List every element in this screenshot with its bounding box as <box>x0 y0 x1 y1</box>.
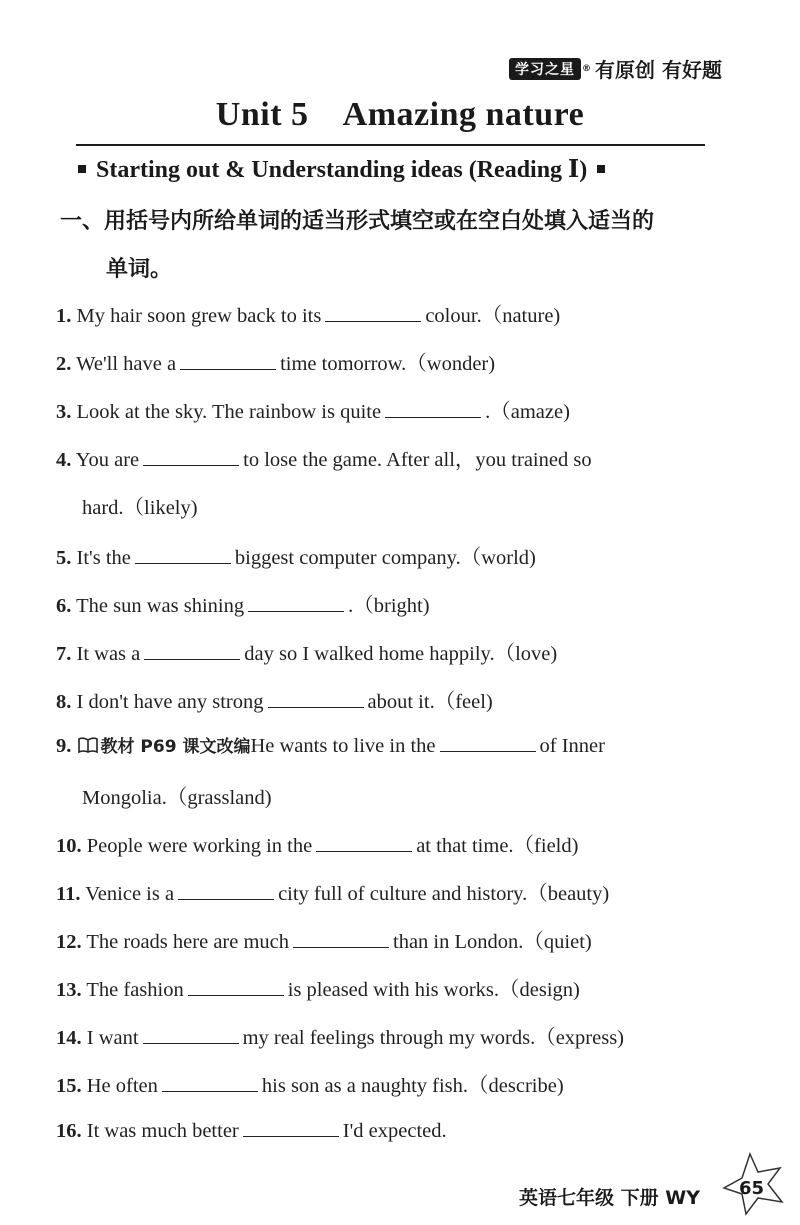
square-bullet-icon <box>78 165 86 173</box>
question-hint: time tomorrow.（wonder) <box>280 353 496 375</box>
question-number: 5. <box>56 547 72 569</box>
question-number: 4. <box>56 449 72 471</box>
question-continuation: Mongolia.（grassland) <box>82 787 272 809</box>
question-item <box>56 1020 624 1050</box>
page-title: Unit 5 Amazing nature <box>215 96 585 133</box>
question-hint: colour.（nature) <box>425 305 561 327</box>
question-text: The sun was shining <box>76 595 245 617</box>
question-hint: .（bright) <box>348 595 430 617</box>
answer-blank[interactable] <box>268 689 364 708</box>
question-number: 16. <box>56 1120 82 1142</box>
question-number: 3. <box>56 401 72 423</box>
answer-blank[interactable] <box>248 593 344 612</box>
question-text: You are <box>75 449 140 471</box>
question-text: We'll have a <box>76 353 177 375</box>
question-number: 15. <box>56 1075 82 1097</box>
instruction-line-2: 单词。 <box>106 257 173 282</box>
instruction <box>60 198 740 294</box>
question-item <box>56 732 605 758</box>
answer-blank[interactable] <box>135 545 231 564</box>
answer-blank[interactable] <box>188 977 284 996</box>
answer-blank[interactable] <box>162 1073 258 1092</box>
question-item <box>56 972 580 1002</box>
question-number: 8. <box>56 691 72 713</box>
question-text: He wants to live in the <box>250 735 436 757</box>
section-heading <box>78 154 605 184</box>
brand-logo: 学习之星 <box>509 58 581 80</box>
question-item <box>56 346 495 376</box>
question-item <box>56 298 560 328</box>
question-text: Look at the sky. The rainbow is quite <box>76 401 382 423</box>
question-item <box>56 1118 447 1143</box>
question-text: I don't have any strong <box>76 691 264 713</box>
question-hint: at that time.（field) <box>416 835 579 857</box>
brand-slogan: 有原创 有好题 <box>595 58 722 82</box>
question-hint: my real feelings through my words.（express) <box>242 1027 625 1049</box>
question-number: 1. <box>56 305 72 327</box>
answer-blank[interactable] <box>325 303 421 322</box>
question-number: 11. <box>56 883 81 905</box>
question-item <box>56 588 430 618</box>
textbook-icon <box>77 736 99 754</box>
answer-blank[interactable] <box>144 641 240 660</box>
page-number: 65 <box>738 1178 764 1199</box>
question-text: Venice is a <box>85 883 175 905</box>
answer-blank[interactable] <box>385 399 481 418</box>
question-text: He often <box>86 1075 158 1097</box>
question-hint: biggest computer company.（world) <box>234 547 536 569</box>
question-number: 7. <box>56 643 72 665</box>
question-text: It was a <box>76 643 141 665</box>
answer-blank[interactable] <box>243 1118 339 1137</box>
answer-blank[interactable] <box>316 833 412 852</box>
question-number: 6. <box>56 595 72 617</box>
answer-blank[interactable] <box>143 447 239 466</box>
question-text: The roads here are much <box>86 931 290 953</box>
question-hint: is pleased with his works.（design) <box>287 979 580 1001</box>
question-item <box>56 394 570 424</box>
answer-blank[interactable] <box>440 733 536 752</box>
question-hint: than in London.（quiet) <box>393 931 592 953</box>
question-text: It's the <box>76 547 131 569</box>
question-hint: his son as a naughty fish.（describe) <box>261 1075 564 1097</box>
question-item <box>56 684 493 714</box>
question-item <box>56 828 578 858</box>
question-item <box>56 876 609 906</box>
question-number: 12. <box>56 931 82 953</box>
question-continuation: hard.（likely) <box>82 497 198 519</box>
question-number: 9. <box>56 735 72 757</box>
question-hint: about it.（feel) <box>367 691 493 713</box>
question-number: 13. <box>56 979 82 1001</box>
question-number: 10. <box>56 835 82 857</box>
instruction-line-1: 一、用括号内所给单词的适当形式填空或在空白处填入适当的 <box>60 209 655 234</box>
question-hint: city full of culture and history.（beauty) <box>278 883 610 905</box>
question-text: My hair soon grew back to its <box>76 305 322 327</box>
answer-blank[interactable] <box>180 351 276 370</box>
question-item <box>56 636 557 666</box>
question-text: The fashion <box>86 979 184 1001</box>
section-title: Starting out & Understanding ideas (Reading Ⅰ) <box>96 157 588 183</box>
brand-header <box>509 54 722 83</box>
question-hint: I'd expected. <box>342 1120 447 1142</box>
question-item <box>56 442 592 472</box>
question-text: People were working in the <box>86 835 313 857</box>
question-item <box>56 924 592 954</box>
title-divider <box>76 144 705 146</box>
question-item <box>56 1068 564 1098</box>
registered-mark: ® <box>582 63 592 74</box>
question-text: I want <box>86 1027 139 1049</box>
footer-book-label: 英语七年级 下册 WY <box>519 1187 700 1209</box>
question-item <box>56 540 536 570</box>
answer-blank[interactable] <box>143 1025 239 1044</box>
question-hint: day so I walked home happily.（love) <box>244 643 558 665</box>
question-number: 14. <box>56 1027 82 1049</box>
question-number: 2. <box>56 353 72 375</box>
textbook-reference-tag: 教材 P69 课文改编 <box>100 737 251 757</box>
question-hint: of Inner <box>539 735 605 757</box>
answer-blank[interactable] <box>293 929 389 948</box>
answer-blank[interactable] <box>178 881 274 900</box>
question-text: It was much better <box>86 1120 239 1142</box>
question-hint: .（amaze) <box>485 401 570 423</box>
square-bullet-icon <box>597 165 605 173</box>
question-hint: to lose the game. After all，you trained so <box>243 449 592 471</box>
